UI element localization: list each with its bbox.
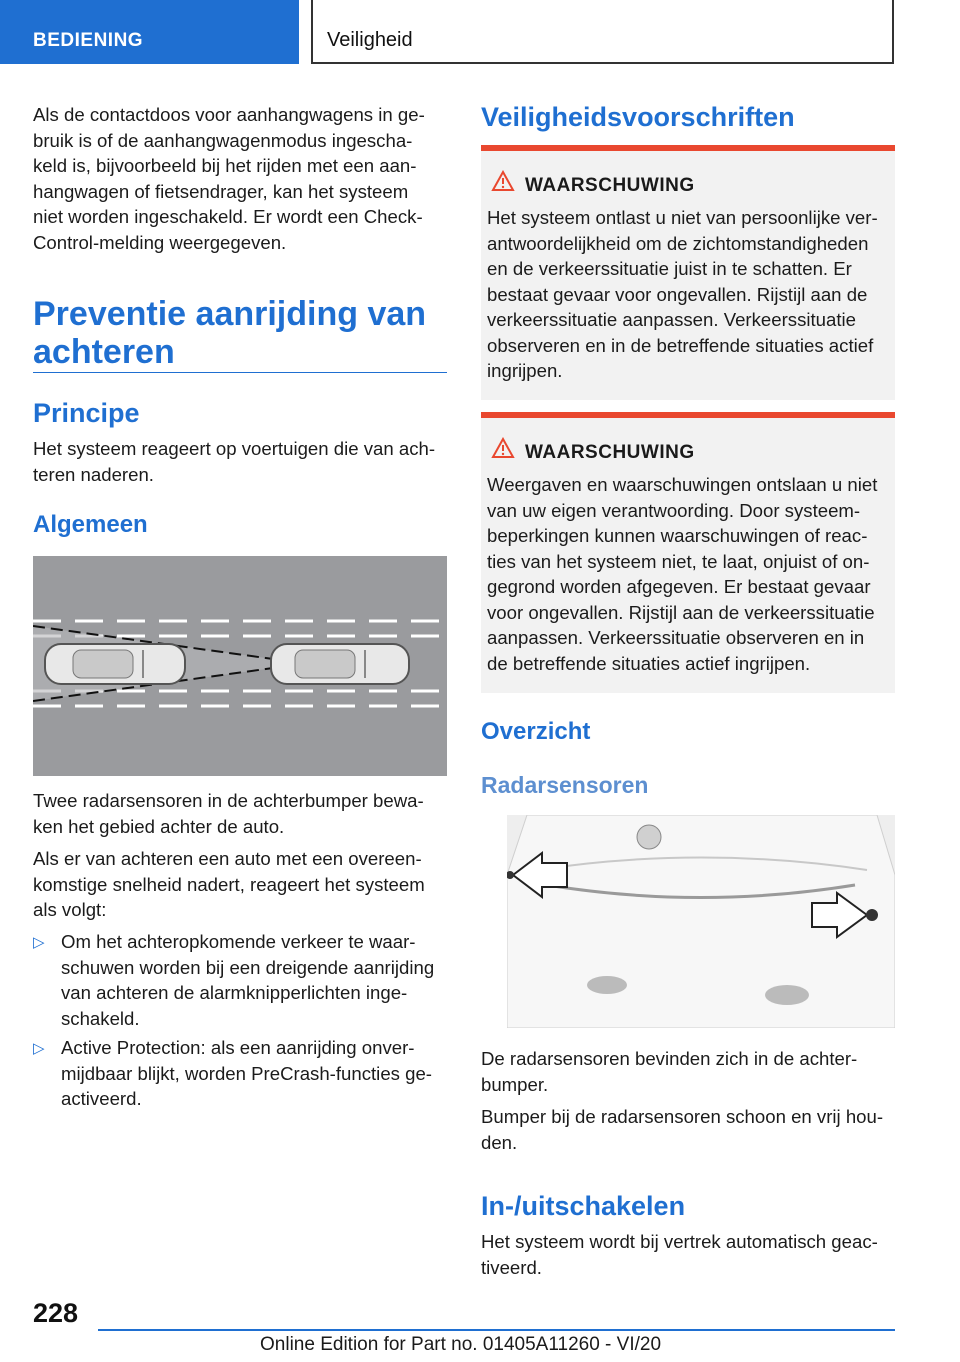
text-line: komstige snelheid nadert, reageert het systeem: [33, 873, 425, 895]
text-line: van uw eigen verantwoording. Door systeem-: [487, 499, 861, 521]
text-line: beperkingen kunnen waarschuwingen of reac-: [487, 525, 868, 546]
text-line: activeerd.: [61, 1088, 142, 1109]
text-line: hangwagen of fietsendrager, kan het systeem: [33, 180, 409, 202]
text-line: De radarsensoren bevinden zich in de achter-: [481, 1048, 858, 1069]
text-line: Active Protection: als een aanrijding onver-: [61, 1037, 415, 1058]
intro-paragraph: [33, 102, 453, 255]
radar-clean-paragraph: [481, 1104, 901, 1155]
text-line: Bumper bij de radarsensoren schoon en vrij hou-: [481, 1106, 884, 1127]
text-line: en de verkeerssituatie juist in te schatten. Er: [487, 258, 852, 279]
text-line: teren naderen.: [33, 463, 154, 485]
list-item: [33, 1035, 453, 1115]
chapter-box: [311, 0, 894, 64]
principe-heading: Principe: [33, 398, 140, 428]
page-number: 228: [33, 1298, 79, 1328]
warning-bar: [481, 412, 895, 418]
text-line: Weergaven en waarschuwingen ontslaan u niet: [487, 474, 878, 495]
text-line: niet worden ingeschakeld. Er wordt een Check-: [33, 206, 423, 227]
text-line: keld is, bijvoorbeeld bij het rijden met een aan-: [33, 155, 417, 176]
front-car-icon: [271, 644, 409, 684]
text-line: Control-melding weergegeven.: [33, 231, 287, 253]
text-line: tiveerd.: [481, 1256, 542, 1278]
text-line: mijdbaar blijkt, worden PreCrash-functies ge-: [61, 1062, 432, 1084]
text-line: ingrijpen.: [487, 360, 563, 381]
safety-heading: Veiligheidsvoorschriften: [481, 102, 795, 132]
text-line: ties van het systeem niet, te laat, onjuist of on-: [487, 550, 870, 572]
title-rule: [33, 372, 447, 373]
text-line: schakeld.: [61, 1007, 140, 1029]
car-rear-illustration: [507, 815, 895, 1028]
bullet-marker-icon: ▷: [33, 1040, 45, 1057]
text-line: schuwen worden bij een dreigende aanrijding: [61, 956, 435, 978]
text-line: observeren en in de betreffende situaties actief: [487, 334, 874, 356]
sensor-paragraph: [33, 788, 453, 839]
text-line: Het systeem reageert op voertuigen die van ach-: [33, 438, 436, 459]
car-rear-diagram: [507, 815, 895, 1028]
text-line: Het systeem wordt bij vertrek automatisch geac-: [481, 1231, 878, 1252]
text-line: als volgt:: [33, 899, 107, 920]
warning-box: [481, 145, 895, 400]
text-line: Als de contactdoos voor aanhangwagens in ge-: [33, 104, 425, 125]
text-line: de betreffende situaties actief ingrijpen.: [487, 652, 811, 674]
warning-triangle-icon: [491, 437, 515, 459]
radar-heading: Radarsensoren: [481, 772, 649, 798]
algemeen-heading: Algemeen: [33, 511, 148, 538]
inuit-paragraph: [481, 1229, 901, 1280]
road-illustration: [33, 556, 447, 776]
traffic-diagram: [33, 556, 447, 776]
text-line: den.: [481, 1131, 518, 1153]
text-line: Het systeem ontlast u niet van persoonlijke ver-: [487, 207, 878, 228]
page-title: [33, 295, 453, 371]
section-label: BEDIENING: [33, 30, 144, 51]
title-line: achteren: [33, 333, 175, 371]
text-line: Om het achteropkomende verkeer te waar-: [61, 931, 416, 952]
text-line: bestaat gevaar voor ongevallen. Rijstijl aan de: [487, 283, 868, 305]
overzicht-heading: Overzicht: [481, 718, 591, 745]
text-line: voor ongevallen. Rijstijl aan de verkeerssituatie: [487, 601, 875, 623]
radar-location-paragraph: [481, 1046, 901, 1097]
text-line: gegrond worden afgegeven. Er bestaat gevaar: [487, 576, 871, 597]
bullet-marker-icon: ▷: [33, 934, 45, 951]
list-item: [33, 929, 453, 1035]
warning-bar: [481, 145, 895, 151]
text-line: Twee radarsensoren in de achterbumper bewa-: [33, 790, 424, 811]
warning-title: WAARSCHUWING: [525, 175, 695, 196]
warning-box: [481, 412, 895, 693]
text-line: antwoordelijkheid om de zichtomstandigheden: [487, 232, 869, 254]
bullet-list: [33, 929, 453, 1115]
footer-rule: [98, 1329, 895, 1331]
text-line: bumper.: [481, 1073, 549, 1095]
text-line: ken het gebied achter de auto.: [33, 815, 285, 837]
warning-title: WAARSCHUWING: [525, 442, 695, 463]
principe-paragraph: [33, 436, 453, 487]
text-line: van achteren de alarmknipperlichten inge-: [61, 982, 408, 1003]
section-tab: [0, 0, 299, 64]
text-line: aanpassen. Verkeerssituatie observeren en in: [487, 627, 865, 648]
inuit-heading: In-/uitschakelen: [481, 1191, 686, 1221]
edition-text: Online Edition for Part no. 01405A11260 - VI/20: [260, 1334, 662, 1355]
text-line: bruik is of de aanhangwagenmodus ingescha-: [33, 129, 413, 151]
text-line: verkeerssituatie aanpassen. Verkeerssituatie: [487, 309, 856, 330]
text-line: Als er van achteren een auto met een overeen-: [33, 848, 422, 869]
warning-triangle-icon: [491, 170, 515, 192]
rear-car-icon: [45, 644, 185, 684]
chapter-label: Veiligheid: [327, 29, 413, 51]
reaction-paragraph: [33, 846, 453, 923]
title-line: Preventie aanrijding van: [33, 295, 427, 333]
